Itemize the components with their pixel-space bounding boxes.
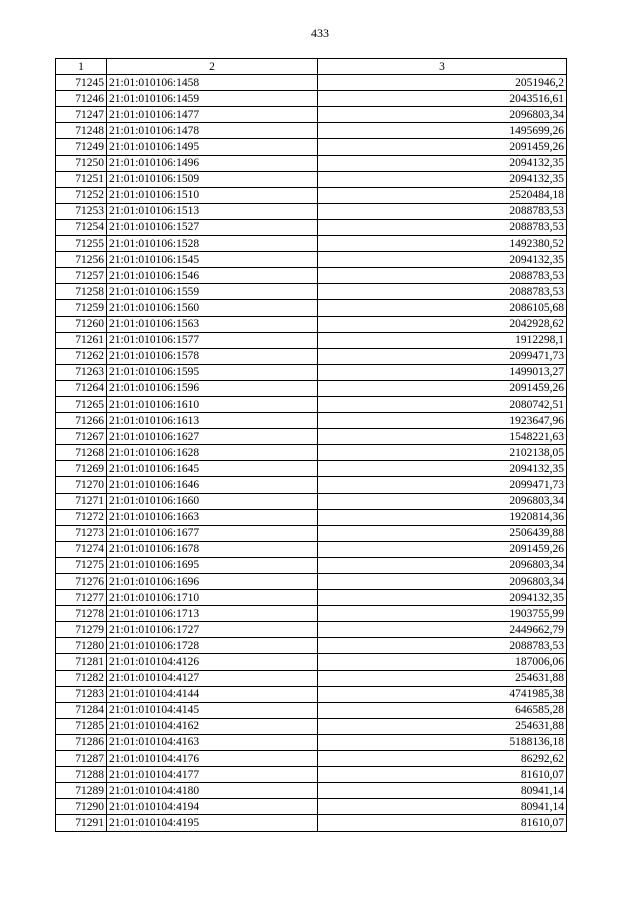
row-number-cell: 71277 <box>56 590 107 606</box>
value-cell: 2096803,34 <box>318 493 567 509</box>
row-number-cell: 71270 <box>56 477 107 493</box>
table-body <box>56 75 567 831</box>
row-number-cell: 71261 <box>56 332 107 348</box>
table-row <box>56 799 567 815</box>
value-cell: 2091459,26 <box>318 380 567 396</box>
cadastral-number-cell: 21:01:010106:1577 <box>107 332 318 348</box>
cadastral-number-cell: 21:01:010106:1727 <box>107 622 318 638</box>
row-number-cell: 71278 <box>56 606 107 622</box>
row-number-cell: 71257 <box>56 268 107 284</box>
value-cell: 2099471,73 <box>318 348 567 364</box>
value-cell: 1912298,1 <box>318 332 567 348</box>
cadastral-number-cell: 21:01:010106:1660 <box>107 493 318 509</box>
cadastral-number-cell: 21:01:010106:1560 <box>107 300 318 316</box>
table-row <box>56 654 567 670</box>
row-number-cell: 71279 <box>56 622 107 638</box>
table-row <box>56 429 567 445</box>
cadastral-number-cell: 21:01:010104:4144 <box>107 686 318 702</box>
row-number-cell: 71275 <box>56 557 107 573</box>
cadastral-number-cell: 21:01:010106:1496 <box>107 155 318 171</box>
table-row <box>56 783 567 799</box>
table-row <box>56 751 567 767</box>
table-row <box>56 525 567 541</box>
table-row <box>56 606 567 622</box>
value-cell: 2042928,62 <box>318 316 567 332</box>
value-cell: 2506439,88 <box>318 525 567 541</box>
row-number-cell: 71271 <box>56 493 107 509</box>
row-number-cell: 71274 <box>56 541 107 557</box>
table-row <box>56 590 567 606</box>
cadastral-number-cell: 21:01:010106:1459 <box>107 91 318 107</box>
cadastral-number-cell: 21:01:010106:1527 <box>107 219 318 235</box>
table-row <box>56 622 567 638</box>
value-cell: 2096803,34 <box>318 557 567 573</box>
row-number-cell: 71252 <box>56 187 107 203</box>
value-cell: 2088783,53 <box>318 638 567 654</box>
value-cell: 2096803,34 <box>318 574 567 590</box>
table-row <box>56 284 567 300</box>
cadastral-number-cell: 21:01:010106:1713 <box>107 606 318 622</box>
table-row <box>56 75 567 91</box>
value-cell: 2094132,35 <box>318 461 567 477</box>
cadastral-number-cell: 21:01:010106:1559 <box>107 284 318 300</box>
value-cell: 1548221,63 <box>318 429 567 445</box>
row-number-cell: 71259 <box>56 300 107 316</box>
value-cell: 2102138,05 <box>318 445 567 461</box>
table-row <box>56 139 567 155</box>
table-row <box>56 815 567 831</box>
row-number-cell: 71288 <box>56 767 107 783</box>
row-number-cell: 71276 <box>56 574 107 590</box>
table-row <box>56 574 567 590</box>
value-cell: 187006,06 <box>318 654 567 670</box>
value-cell: 2043516,61 <box>318 91 567 107</box>
cadastral-number-cell: 21:01:010106:1710 <box>107 590 318 606</box>
cadastral-number-cell: 21:01:010106:1627 <box>107 429 318 445</box>
table-row <box>56 348 567 364</box>
column-header-3: 3 <box>318 59 567 75</box>
row-number-cell: 71256 <box>56 252 107 268</box>
row-number-cell: 71248 <box>56 123 107 139</box>
value-cell: 1903755,99 <box>318 606 567 622</box>
value-cell: 2449662,79 <box>318 622 567 638</box>
value-cell: 2094132,35 <box>318 252 567 268</box>
value-cell: 1499013,27 <box>318 364 567 380</box>
table-row <box>56 461 567 477</box>
table-row <box>56 396 567 412</box>
value-cell: 646585,28 <box>318 702 567 718</box>
cadastral-number-cell: 21:01:010106:1677 <box>107 525 318 541</box>
row-number-cell: 71282 <box>56 670 107 686</box>
cadastral-number-cell: 21:01:010106:1477 <box>107 107 318 123</box>
table-row <box>56 380 567 396</box>
table-row <box>56 171 567 187</box>
row-number-cell: 71268 <box>56 445 107 461</box>
cadastral-number-cell: 21:01:010106:1628 <box>107 445 318 461</box>
row-number-cell: 71249 <box>56 139 107 155</box>
table-row <box>56 364 567 380</box>
table-row <box>56 445 567 461</box>
column-header-1: 1 <box>56 59 107 75</box>
row-number-cell: 71251 <box>56 171 107 187</box>
cadastral-number-cell: 21:01:010104:4145 <box>107 702 318 718</box>
cadastral-number-cell: 21:01:010106:1563 <box>107 316 318 332</box>
cadastral-number-cell: 21:01:010106:1728 <box>107 638 318 654</box>
cadastral-number-cell: 21:01:010106:1646 <box>107 477 318 493</box>
cadastral-number-cell: 21:01:010104:4127 <box>107 670 318 686</box>
row-number-cell: 71267 <box>56 429 107 445</box>
cadastral-number-cell: 21:01:010106:1513 <box>107 203 318 219</box>
table-row <box>56 509 567 525</box>
value-cell: 2086105,68 <box>318 300 567 316</box>
table-row <box>56 219 567 235</box>
value-cell: 5188136,18 <box>318 734 567 750</box>
value-cell: 2051946,2 <box>318 75 567 91</box>
value-cell: 1495699,26 <box>318 123 567 139</box>
cadastral-number-cell: 21:01:010106:1595 <box>107 364 318 380</box>
value-cell: 2091459,26 <box>318 139 567 155</box>
value-cell: 1492380,52 <box>318 236 567 252</box>
value-cell: 1923647,96 <box>318 413 567 429</box>
table-row <box>56 413 567 429</box>
registry-table <box>55 58 567 832</box>
cadastral-number-cell: 21:01:010106:1528 <box>107 236 318 252</box>
value-cell: 2094132,35 <box>318 171 567 187</box>
value-cell: 2091459,26 <box>318 541 567 557</box>
row-number-cell: 71266 <box>56 413 107 429</box>
value-cell: 2088783,53 <box>318 268 567 284</box>
value-cell: 81610,07 <box>318 815 567 831</box>
cadastral-number-cell: 21:01:010106:1546 <box>107 268 318 284</box>
row-number-cell: 71247 <box>56 107 107 123</box>
row-number-cell: 71291 <box>56 815 107 831</box>
row-number-cell: 71269 <box>56 461 107 477</box>
row-number-cell: 71283 <box>56 686 107 702</box>
cadastral-number-cell: 21:01:010106:1545 <box>107 252 318 268</box>
value-cell: 2096803,34 <box>318 107 567 123</box>
table-row <box>56 236 567 252</box>
value-cell: 2099471,73 <box>318 477 567 493</box>
column-header-2: 2 <box>107 59 318 75</box>
row-number-cell: 71254 <box>56 219 107 235</box>
table-row <box>56 670 567 686</box>
table-row <box>56 300 567 316</box>
row-number-cell: 71281 <box>56 654 107 670</box>
table-row <box>56 767 567 783</box>
table-row <box>56 107 567 123</box>
value-cell: 1920814,36 <box>318 509 567 525</box>
row-number-cell: 71290 <box>56 799 107 815</box>
row-number-cell: 71289 <box>56 783 107 799</box>
row-number-cell: 71285 <box>56 718 107 734</box>
table-row <box>56 155 567 171</box>
row-number-cell: 71245 <box>56 75 107 91</box>
cadastral-number-cell: 21:01:010104:4126 <box>107 654 318 670</box>
cadastral-number-cell: 21:01:010104:4195 <box>107 815 318 831</box>
table-row <box>56 252 567 268</box>
cadastral-number-cell: 21:01:010104:4176 <box>107 751 318 767</box>
value-cell: 4741985,38 <box>318 686 567 702</box>
table-row <box>56 91 567 107</box>
row-number-cell: 71255 <box>56 236 107 252</box>
table-row <box>56 268 567 284</box>
table-row <box>56 734 567 750</box>
table-row <box>56 686 567 702</box>
table-row <box>56 541 567 557</box>
cadastral-number-cell: 21:01:010106:1509 <box>107 171 318 187</box>
cadastral-number-cell: 21:01:010106:1458 <box>107 75 318 91</box>
row-number-cell: 71273 <box>56 525 107 541</box>
cadastral-number-cell: 21:01:010104:4163 <box>107 734 318 750</box>
table-row <box>56 123 567 139</box>
cadastral-number-cell: 21:01:010104:4194 <box>107 799 318 815</box>
row-number-cell: 71263 <box>56 364 107 380</box>
value-cell: 2088783,53 <box>318 219 567 235</box>
row-number-cell: 71262 <box>56 348 107 364</box>
row-number-cell: 71287 <box>56 751 107 767</box>
table-row <box>56 493 567 509</box>
row-number-cell: 71264 <box>56 380 107 396</box>
cadastral-number-cell: 21:01:010106:1678 <box>107 541 318 557</box>
value-cell: 254631,88 <box>318 670 567 686</box>
row-number-cell: 71260 <box>56 316 107 332</box>
cadastral-number-cell: 21:01:010106:1696 <box>107 574 318 590</box>
row-number-cell: 71246 <box>56 91 107 107</box>
cadastral-number-cell: 21:01:010106:1495 <box>107 139 318 155</box>
cadastral-number-cell: 21:01:010106:1645 <box>107 461 318 477</box>
row-number-cell: 71280 <box>56 638 107 654</box>
row-number-cell: 71253 <box>56 203 107 219</box>
cadastral-number-cell: 21:01:010106:1510 <box>107 187 318 203</box>
cadastral-number-cell: 21:01:010106:1596 <box>107 380 318 396</box>
value-cell: 81610,07 <box>318 767 567 783</box>
value-cell: 2094132,35 <box>318 590 567 606</box>
cadastral-number-cell: 21:01:010106:1478 <box>107 123 318 139</box>
row-number-cell: 71272 <box>56 509 107 525</box>
value-cell: 2088783,53 <box>318 203 567 219</box>
cadastral-number-cell: 21:01:010104:4177 <box>107 767 318 783</box>
row-number-cell: 71286 <box>56 734 107 750</box>
cadastral-number-cell: 21:01:010106:1610 <box>107 396 318 412</box>
row-number-cell: 71284 <box>56 702 107 718</box>
table-row <box>56 638 567 654</box>
table-row <box>56 702 567 718</box>
value-cell: 80941,14 <box>318 783 567 799</box>
value-cell: 2088783,53 <box>318 284 567 300</box>
cadastral-number-cell: 21:01:010106:1578 <box>107 348 318 364</box>
cadastral-number-cell: 21:01:010106:1663 <box>107 509 318 525</box>
cadastral-number-cell: 21:01:010104:4162 <box>107 718 318 734</box>
table-row <box>56 477 567 493</box>
value-cell: 2094132,35 <box>318 155 567 171</box>
table-row <box>56 718 567 734</box>
value-cell: 86292,62 <box>318 751 567 767</box>
table-row <box>56 557 567 573</box>
table-row <box>56 316 567 332</box>
value-cell: 80941,14 <box>318 799 567 815</box>
table-header <box>56 59 567 75</box>
cadastral-number-cell: 21:01:010106:1695 <box>107 557 318 573</box>
table-row <box>56 187 567 203</box>
table-row <box>56 332 567 348</box>
row-number-cell: 71250 <box>56 155 107 171</box>
page-number: 433 <box>311 26 329 40</box>
header-row <box>56 59 567 75</box>
cadastral-number-cell: 21:01:010106:1613 <box>107 413 318 429</box>
row-number-cell: 71265 <box>56 396 107 412</box>
value-cell: 254631,88 <box>318 718 567 734</box>
value-cell: 2080742,51 <box>318 396 567 412</box>
row-number-cell: 71258 <box>56 284 107 300</box>
table-row <box>56 203 567 219</box>
value-cell: 2520484,18 <box>318 187 567 203</box>
cadastral-number-cell: 21:01:010104:4180 <box>107 783 318 799</box>
